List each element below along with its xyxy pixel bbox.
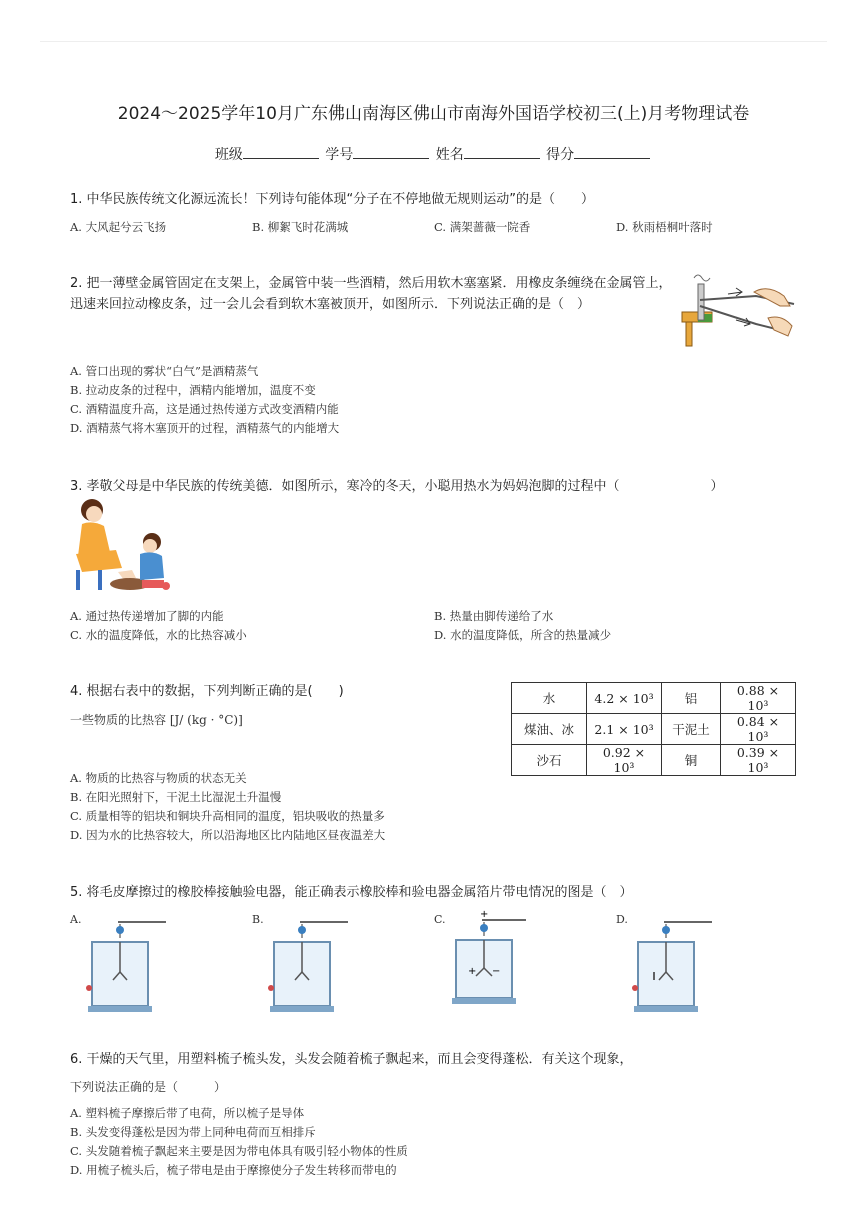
q2-option-b[interactable]: B. 拉动皮条的过程中，酒精内能增加，温度不变 — [70, 383, 316, 397]
specific-heat-table — [511, 682, 796, 776]
q2-option-a[interactable]: A. 管口出现的雾状“白气”是酒精蒸气 — [70, 364, 259, 378]
foil-right-sign: − — [492, 966, 501, 977]
q1-option-d[interactable]: D. 秋雨梧桐叶落时 — [616, 220, 713, 234]
table-cell: 2.1 × 10³ — [587, 714, 662, 745]
q4-option-a[interactable]: A. 物质的比热容与物质的状态无关 — [70, 771, 247, 785]
question-2-stem-line-1: 2. 把一薄壁金属管固定在支架上，金属管中装一些酒精，然后用软木塞塞紧．用橡皮条缠绕在金属管上， — [70, 276, 672, 291]
table-cell: 0.88 × 10³ — [721, 683, 796, 714]
score-blank[interactable] — [574, 146, 650, 159]
rod-plus-sign: + — [480, 909, 489, 920]
q6-option-b[interactable]: B. 头发变得蓬松是因为带上同种电荷而互相排斥 — [70, 1125, 316, 1139]
class-blank[interactable] — [243, 146, 319, 159]
student-info-line — [0, 144, 867, 164]
table-row — [512, 683, 796, 714]
metal-tube-experiment-figure — [676, 270, 801, 350]
question-1-stem: 1. 中华民族传统文化源远流长！下列诗句能体现“分子在不停地做无规则运动”的是（ ） — [70, 192, 595, 207]
table-cell: 沙石 — [512, 745, 587, 776]
question-5-stem: 5. 将毛皮摩擦过的橡胶棒接触验电器，能正确表示橡胶棒和验电器金属箔片带电情况的图是（ ） — [70, 885, 633, 900]
q5-option-a-label[interactable]: A. — [70, 913, 82, 926]
q3-option-d[interactable]: D. 水的温度降低，所含的热量减少 — [434, 628, 612, 642]
table-cell: 0.84 × 10³ — [721, 714, 796, 745]
q3-option-b[interactable]: B. 热量由脚传递给了水 — [434, 609, 554, 623]
table-cell: 0.92 × 10³ — [587, 745, 662, 776]
q1-option-c[interactable]: C. 满架蔷薇一院香 — [434, 220, 531, 234]
q5-option-c-label[interactable]: C. — [434, 913, 446, 926]
q6-option-c[interactable]: C. 头发随着梳子飘起来主要是因为带电体具有吸引轻小物体的性质 — [70, 1144, 408, 1158]
q4-option-c[interactable]: C. 质量相等的铝块和铜块升高相同的温度，铝块吸收的热量多 — [70, 809, 385, 823]
q3-option-a[interactable]: A. 通过热传递增加了脚的内能 — [70, 609, 224, 623]
question-6-stem-continued: 下列说法正确的是（ ） — [70, 1080, 227, 1094]
table-cell: 煤油、冰 — [512, 714, 587, 745]
electroscope-d-icon[interactable] — [630, 912, 716, 1014]
table-cell: 干泥土 — [662, 714, 721, 745]
q6-option-d[interactable]: D. 用梳子梳头后，梳子带电是由于摩擦使分子发生转移而带电的 — [70, 1163, 397, 1177]
q4-option-b[interactable]: B. 在阳光照射下，干泥土比湿泥土升温慢 — [70, 790, 282, 804]
foot-soaking-illustration — [68, 496, 176, 596]
q3-option-c[interactable]: C. 水的温度降低，水的比热容减小 — [70, 628, 247, 642]
q2-option-c[interactable]: C. 酒精温度升高，这是通过热传递方式改变酒精内能 — [70, 402, 339, 416]
q5-option-d-label[interactable]: D. — [616, 913, 628, 926]
table-cell: 0.39 × 10³ — [721, 745, 796, 776]
class-label: 班级 — [214, 147, 243, 163]
question-4-stem: 4. 根据右表中的数据，下列判断正确的是( ) — [70, 684, 344, 699]
table-cell: 4.2 × 10³ — [587, 683, 662, 714]
table-row — [512, 745, 796, 776]
name-label: 姓名 — [435, 147, 464, 163]
id-label: 学号 — [325, 147, 354, 163]
page-title: 2024～2025学年10月广东佛山南海区佛山市南海外国语学校初三(上)月考物理试卷 — [117, 104, 750, 124]
specific-heat-table-caption: 一些物质的比热容 [J/ (kg · °C)] — [70, 713, 243, 727]
foil-left-sign: + — [468, 966, 477, 977]
table-row — [512, 714, 796, 745]
electroscope-a-icon[interactable] — [84, 912, 170, 1014]
q4-option-d[interactable]: D. 因为水的比热容较大，所以沿海地区比内陆地区昼夜温差大 — [70, 828, 386, 842]
table-cell: 水 — [512, 683, 587, 714]
question-6-stem: 6. 干燥的天气里，用塑料梳子梳头发，头发会随着梳子飘起来，而且会变得蓬松．有关这个现象， — [70, 1052, 633, 1067]
q1-option-b[interactable]: B. 柳絮飞时花满城 — [252, 220, 349, 234]
q5-option-b-label[interactable]: B. — [252, 913, 264, 926]
id-blank[interactable] — [353, 146, 429, 159]
question-2-stem-line-2: 迅速来回拉动橡皮条，过一会儿会看到软木塞被顶开，如图所示．下列说法正确的是（ ） — [70, 297, 591, 312]
table-cell: 铝 — [662, 683, 721, 714]
score-label: 得分 — [546, 147, 575, 163]
question-3-stem: 3. 孝敬父母是中华民族的传统美德．如图所示，寒冷的冬天，小聪用热水为妈妈泡脚的过程中（ ） — [70, 479, 724, 494]
name-blank[interactable] — [464, 146, 540, 159]
q6-option-a[interactable]: A. 塑料梳子摩擦后带了电荷，所以梳子是导体 — [70, 1106, 305, 1120]
q2-option-d[interactable]: D. 酒精蒸气将木塞顶开的过程，酒精蒸气的内能增大 — [70, 421, 340, 435]
top-rule — [40, 41, 827, 42]
q1-option-a[interactable]: A. 大风起兮云飞扬 — [70, 220, 167, 234]
electroscope-c-icon[interactable] — [448, 906, 534, 1008]
table-cell: 铜 — [662, 745, 721, 776]
electroscope-b-icon[interactable] — [266, 912, 352, 1014]
